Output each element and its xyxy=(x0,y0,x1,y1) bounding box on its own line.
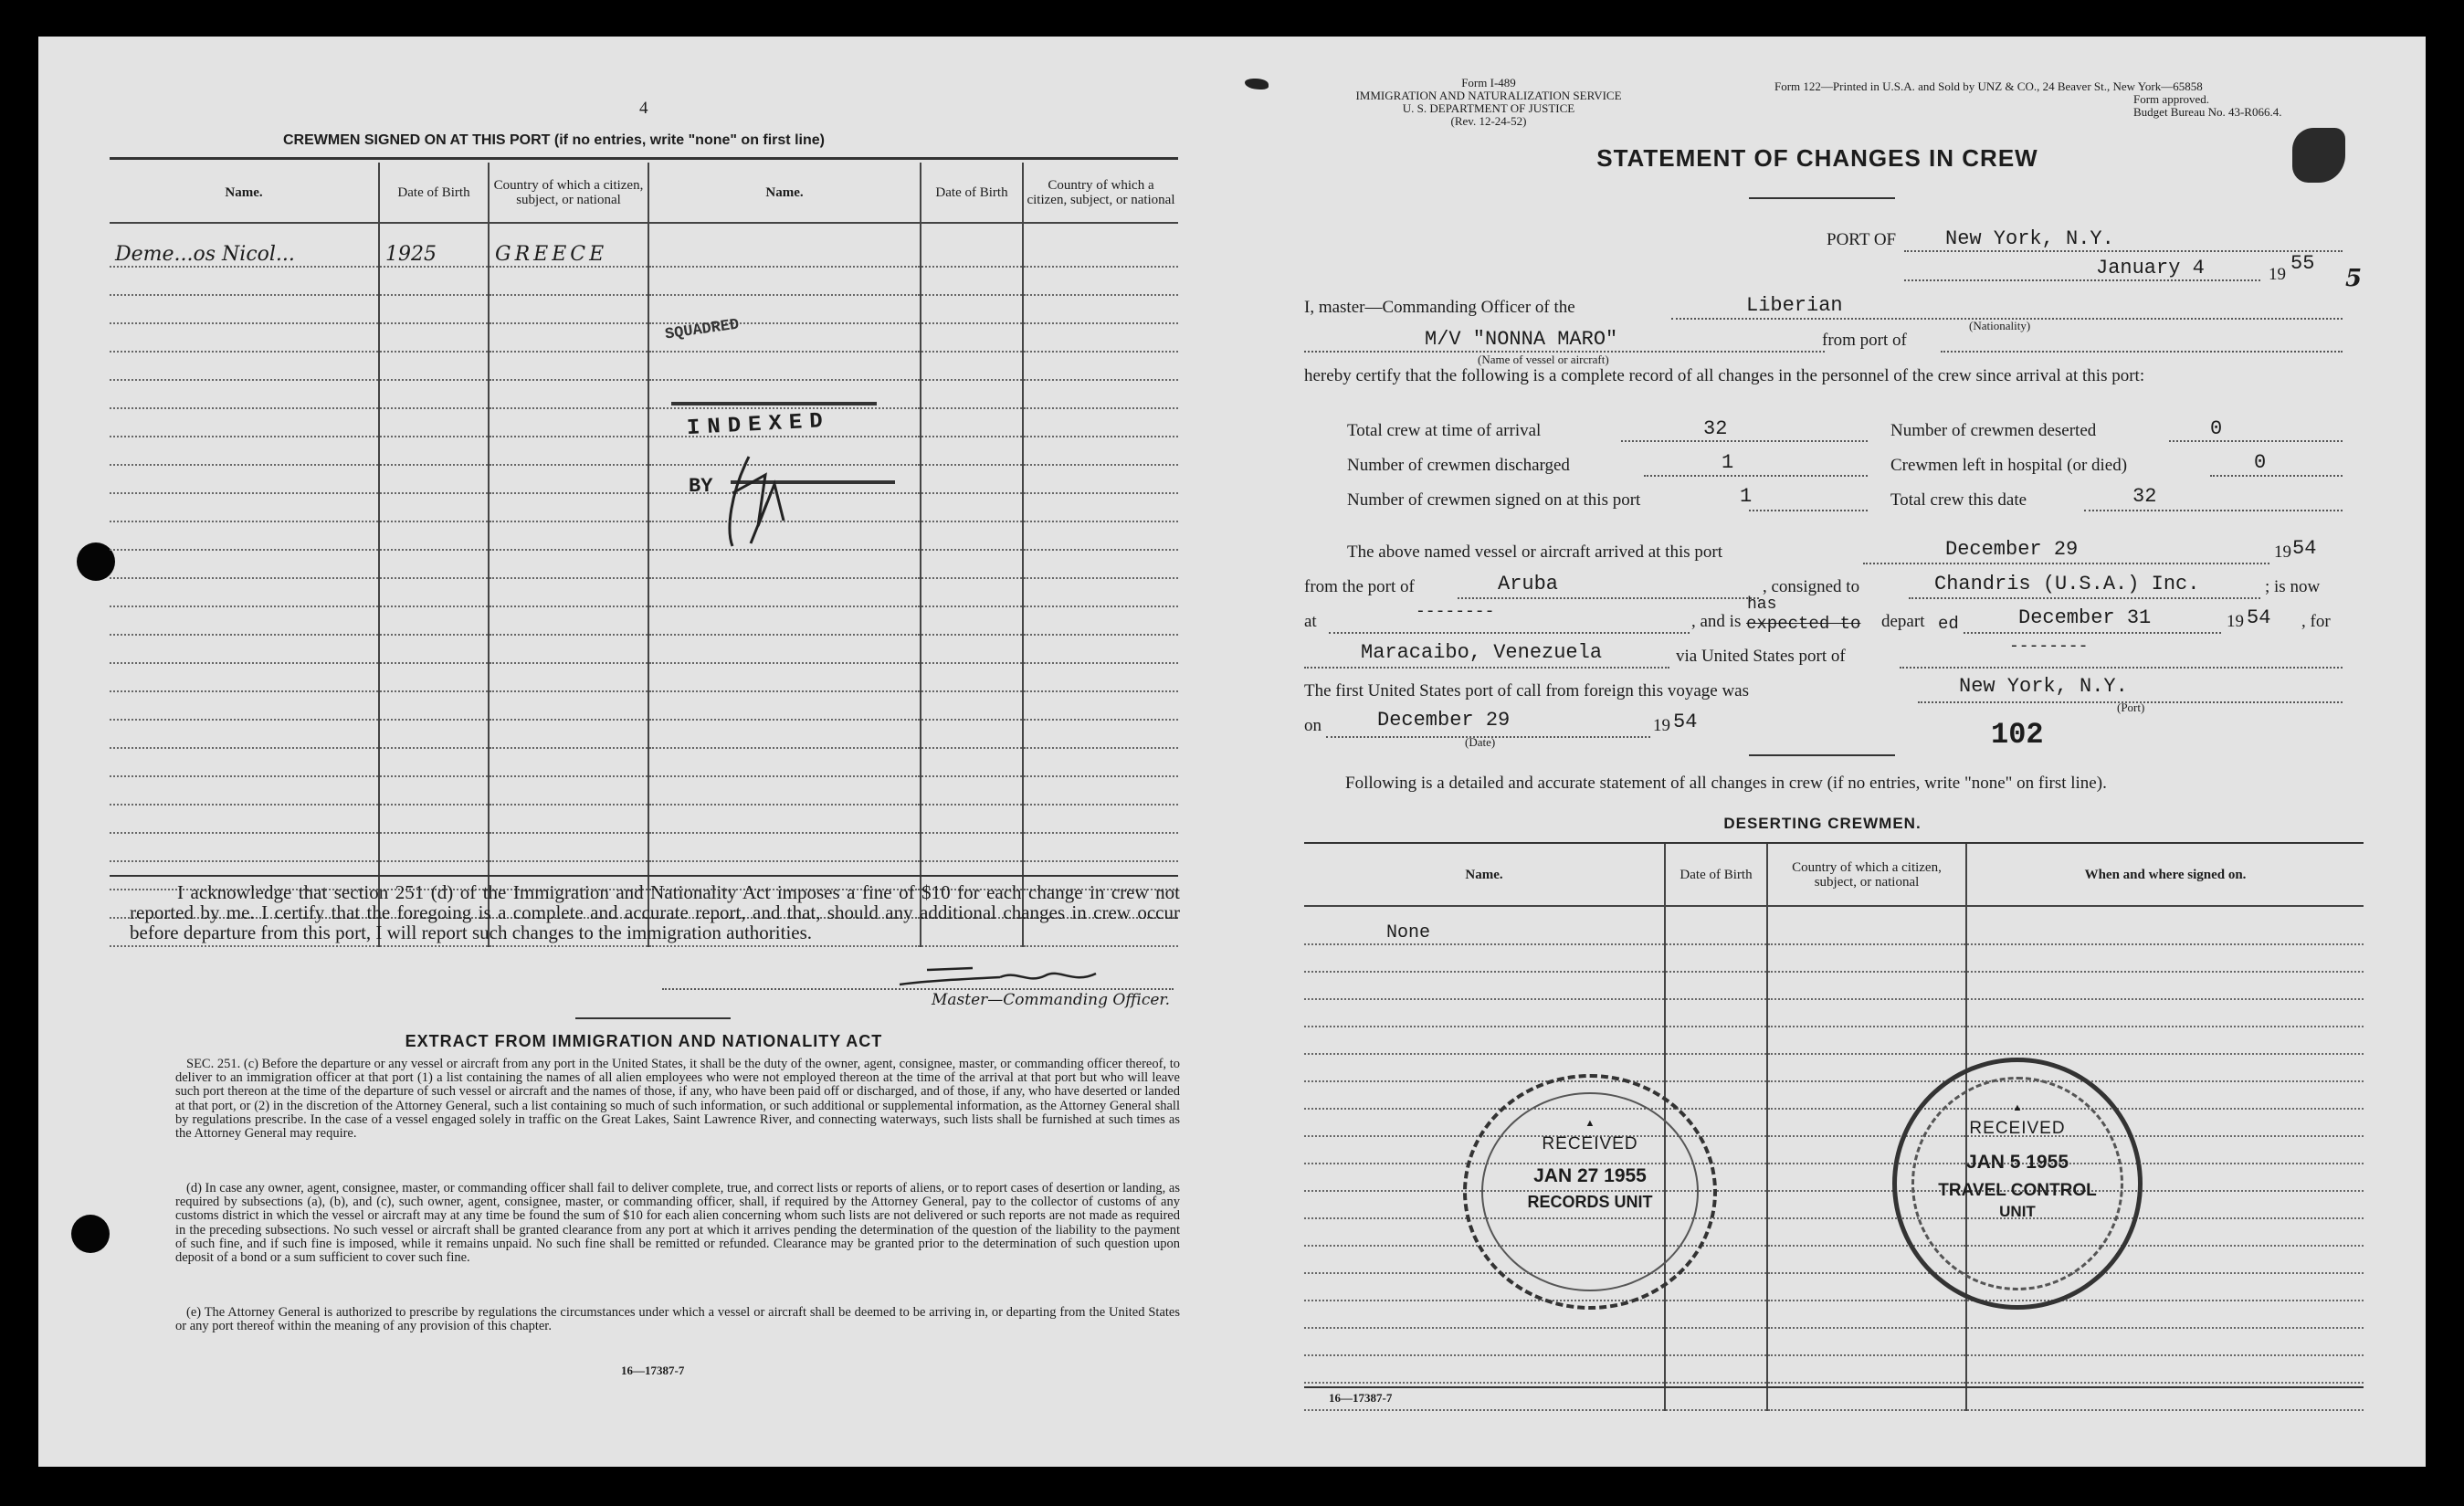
hospital-label: Crewmen left in hospital (or died) xyxy=(1890,456,2128,475)
none-entry: None xyxy=(1304,906,1665,944)
table-row xyxy=(1304,906,2364,944)
acknowledgment-text: I acknowledge that section 251 (d) of the Immigration and Nationality Act imposes a fine of $10 for each change in crew not reported by me. I certify that the foregoing is a complete and accurate report, and that, should any additional changes in crew occur before departure from this port, I will report such changes to the immigration authorities. xyxy=(130,881,1180,943)
nationality-caption: (Nationality) xyxy=(1969,319,2031,332)
handwritten-mark: 5 xyxy=(2345,265,2363,292)
col-dob-2: Date of Birth xyxy=(921,163,1023,223)
stamp2-date: JAN 5 1955 xyxy=(1965,1152,2069,1173)
discharged-line xyxy=(1644,475,1868,477)
page-number: 4 xyxy=(639,99,648,118)
table-row xyxy=(110,223,1178,267)
signed-on-table xyxy=(110,163,1178,947)
title-divider xyxy=(1749,197,1895,199)
first-port-label: The first United States port of call from foreign this voyage was xyxy=(1304,681,1750,700)
departed-value: December 31 xyxy=(2018,606,2152,629)
port-label: PORT OF xyxy=(1827,230,1897,249)
on-year-prefix: 19 xyxy=(1653,716,1670,735)
arrived-label: The above named vessel or aircraft arrived at this port xyxy=(1347,542,1722,562)
departed-line xyxy=(1964,632,2221,634)
col-dob-1: Date of Birth xyxy=(379,163,489,223)
from-port-of-line xyxy=(1458,597,1759,599)
total-date-line xyxy=(2084,510,2343,511)
via-label: via United States port of xyxy=(1676,647,1846,666)
crewmen-signed-heading: CREWMEN SIGNED ON AT THIS PORT (if no entries, write "none" on first line) xyxy=(283,132,825,148)
signature-caption: Master—Commanding Officer. xyxy=(932,991,1171,1009)
consigned-line xyxy=(1909,597,2260,599)
stamp2-received: RECEIVED xyxy=(1969,1119,2066,1138)
nationality-value: Liberian xyxy=(1746,294,1843,317)
total-arrival-label: Total crew at time of arrival xyxy=(1347,421,1542,440)
extract-section-e: (e) The Attorney General is authorized to prescribe by regulations the circumstances under which a vessel or aircraft shall be deemed to be arriving in, or departing from the United States or any port thereof within the meaning of any provision of this chapter. xyxy=(175,1305,1180,1334)
form-approved: Form approved. xyxy=(2133,92,2210,106)
consigned-label: , consigned to xyxy=(1763,577,1860,596)
on-label: on xyxy=(1304,716,1322,735)
year-value: 55 xyxy=(2290,252,2315,275)
stamp1-date: JAN 27 1955 xyxy=(1533,1165,1647,1186)
total-date-value: 32 xyxy=(2132,485,2157,508)
deserted-value: 0 xyxy=(2210,417,2223,440)
at-label: at xyxy=(1304,612,1317,631)
indexed-strike xyxy=(671,402,877,405)
signed-on-line xyxy=(1749,510,1868,511)
entry-dob: 1925 xyxy=(379,223,489,267)
arrived-year-value: 54 xyxy=(2292,537,2317,560)
and-is-label: , and is xyxy=(1691,612,1742,631)
deserting-table xyxy=(1304,844,2364,1411)
deserting-title: DESERTING CREWMEN. xyxy=(1723,815,1922,832)
col-name-1: Name. xyxy=(110,163,379,223)
has-value: has xyxy=(1747,595,1777,614)
port-line xyxy=(1904,250,2343,252)
travel-control-stamp: ▲ RECEIVED JAN 5 1955 TRAVEL CONTROL UNIT xyxy=(1892,1058,2143,1310)
stamp1-unit: RECORDS UNIT xyxy=(1527,1193,1653,1211)
at-value: -------- xyxy=(1416,603,1495,621)
arrived-year-prefix: 19 xyxy=(2274,542,2291,562)
year-prefix: 19 xyxy=(2269,265,2286,284)
left-footer-code: 16—17387-7 xyxy=(621,1364,685,1377)
punch-hole-bottom xyxy=(71,1215,110,1253)
indexed-stamp: INDEXED xyxy=(686,408,831,442)
department-name: U. S. DEPARTMENT OF JUSTICE xyxy=(1402,101,1575,115)
right-footer-code: 16—17387-7 xyxy=(1329,1391,1393,1405)
from-port-of-label: from the port of xyxy=(1304,577,1415,596)
col-dob: Date of Birth xyxy=(1665,844,1767,906)
departed-year-value: 54 xyxy=(2247,606,2271,629)
col-name-2: Name. xyxy=(648,163,921,223)
printer-note: Form 122—Printed in U.S.A. and Sold by UNZ & CO., 24 Beaver St., New York—65858 xyxy=(1774,79,2203,93)
stamp2-unit-line1: TRAVEL CONTROL xyxy=(1938,1181,2097,1200)
on-value: December 29 xyxy=(1377,709,1511,732)
table-bottom-rule xyxy=(110,875,1178,877)
col-country: Country of which a citizen, subject, or national xyxy=(1767,844,1966,906)
via-value: -------- xyxy=(2009,637,2089,656)
extract-section-d: (d) In case any owner, agent, consignee, master, or commanding officer shall fail to deliver complete, true, and correct lists or reports of aliens, or to report cases of desertion or landing, as required by subsections (a), (b), and (c), such owner, agent, consignee, master, or commanding officer, shall, if required by the Attorney General, pay to the collector of customs of any customs district in which the vessel or aircraft may at any time be found the sum of $10 for each alien concerning whom such lists are not delivered or such reports are not made as required in the preceding subsections. No such vessel or aircraft shall be granted clearance from any port at which it arrives pending the determination of the question of the liability to the payment of such fine, and if such fine is imposed, while it remains unpaid. No such fine shall be remitted or refunded. Clearance may be granted prior to the determination of such question upon deposit of a bond or a sum sufficient to cover such fine. xyxy=(175,1181,1180,1266)
budget-bureau-number: Budget Bureau No. 43-R066.4. xyxy=(2133,105,2282,119)
following-divider xyxy=(1749,754,1895,756)
torn-corner-mark xyxy=(2292,128,2345,183)
initials-mark xyxy=(712,438,822,557)
squadred-stamp: SQUADRED xyxy=(664,316,741,344)
total-arrival-line xyxy=(1621,440,1868,442)
revision-date: (Rev. 12-24-52) xyxy=(1450,114,1527,128)
records-unit-stamp: ▲ RECEIVED JAN 27 1955 RECORDS UNIT xyxy=(1463,1074,1717,1310)
first-port-caption: (Port) xyxy=(2117,700,2145,714)
at-line xyxy=(1329,632,1690,634)
budget-approval xyxy=(2133,93,2281,119)
certify-text: hereby certify that the following is a complete record of all changes in the personnel of the crew since arrival at this port: xyxy=(1304,366,2145,385)
via-line xyxy=(1900,667,2343,669)
from-port-line xyxy=(1941,351,2343,353)
date-line xyxy=(1904,279,2260,281)
col-name: Name. xyxy=(1304,844,1665,906)
total-date-label: Total crew this date xyxy=(1890,490,2027,510)
form-title: STATEMENT OF CHANGES IN CREW xyxy=(1596,144,2038,172)
discharged-value: 1 xyxy=(1722,451,1734,474)
extract-divider xyxy=(575,1017,731,1019)
following-text: Following is a detailed and accurate statement of all changes in crew (if no entries, write "none" on first line). xyxy=(1345,774,2107,793)
port-value: New York, N.Y. xyxy=(1945,227,2114,250)
deserting-bottom-rule xyxy=(1304,1386,2364,1388)
deserted-line xyxy=(2169,440,2343,442)
master-label: I, master—Commanding Officer of the xyxy=(1304,298,1575,317)
first-port-value: New York, N.Y. xyxy=(1959,675,2128,698)
stamp1-received: RECEIVED xyxy=(1542,1134,1638,1153)
vessel-caption: (Name of vessel or aircraft) xyxy=(1478,353,1609,366)
heading-rule xyxy=(110,157,1178,160)
vessel-value: M/V "NONNA MARO" xyxy=(1425,328,1618,351)
hospital-line xyxy=(2210,475,2343,477)
expected-struck: expected to xyxy=(1746,614,1861,634)
col-country-2: Country of which a citizen, subject, or national xyxy=(1023,163,1178,223)
form-header xyxy=(1297,77,1680,128)
destination-line xyxy=(1304,667,1669,669)
extract-section-c: SEC. 251. (c) Before the departure or any vessel or aircraft from any port in the United States, it shall be the duty of the owner, agent, consignee, master, or commanding officer thereof, to deliver to an immigration officer at that port (1) a list containing the names of all alien employees who were not employed thereon at the time of the arrival at that port but who will leave such port thereon at the time of the departure of such vessel or aircraft and the names of those, if any, who have been paid off or discharged, and of those, if any, who have deserted or landed at that port, or (2) in the discretion of the Attorney General, such a list containing so much of such information, or such additional or supplemental information, as the Attorney General shall by regulations prescribe. In the case of a vessel engaged solely in traffic on the Great Lakes, Saint Lawrence River, and connecting waterways, such lists shall be furnished at such times as the Attorney General may require. xyxy=(175,1057,1180,1142)
is-now-label: ; is now xyxy=(2265,577,2321,596)
col-signed-on: When and where signed on. xyxy=(1966,844,2364,906)
depart-suffix: ed xyxy=(1938,614,1959,634)
form-number: Form I-489 xyxy=(1461,76,1516,90)
consigned-value: Chandris (U.S.A.) Inc. xyxy=(1934,573,2200,595)
extract-title: EXTRACT FROM IMMIGRATION AND NATIONALITY ACT xyxy=(405,1032,883,1050)
for-label: , for xyxy=(2301,612,2331,631)
depart-label: depart xyxy=(1881,612,1925,631)
number-stamp: 102 xyxy=(1991,718,2044,752)
hospital-value: 0 xyxy=(2254,451,2267,474)
from-port-of-value: Aruba xyxy=(1498,573,1559,595)
destination-value: Maracaibo, Venezuela xyxy=(1361,641,1603,664)
discharged-label: Number of crewmen discharged xyxy=(1347,456,1570,475)
departed-year-prefix: 19 xyxy=(2227,612,2244,631)
by-label: BY xyxy=(689,475,713,498)
on-year-value: 54 xyxy=(1673,711,1698,733)
stamp2-unit-line2: UNIT xyxy=(1999,1203,2036,1220)
signed-on-label: Number of crewmen signed on at this port xyxy=(1347,490,1641,510)
arrived-line xyxy=(1863,563,2269,564)
agency-name: IMMIGRATION AND NATURALIZATION SERVICE xyxy=(1355,89,1622,102)
entry-country: GREECE xyxy=(489,223,648,267)
entry-name: Deme...os Nicol... xyxy=(110,223,379,267)
total-arrival-value: 32 xyxy=(1703,417,1728,440)
col-country-1: Country of which a citizen, subject, or national xyxy=(489,163,648,223)
from-port-label: from port of xyxy=(1822,331,1907,350)
deserted-label: Number of crewmen deserted xyxy=(1890,421,2097,440)
date-value: January 4 xyxy=(2096,257,2205,279)
signed-on-value: 1 xyxy=(1740,485,1753,508)
arrived-value: December 29 xyxy=(1945,538,2079,561)
on-caption: (Date) xyxy=(1465,735,1496,749)
